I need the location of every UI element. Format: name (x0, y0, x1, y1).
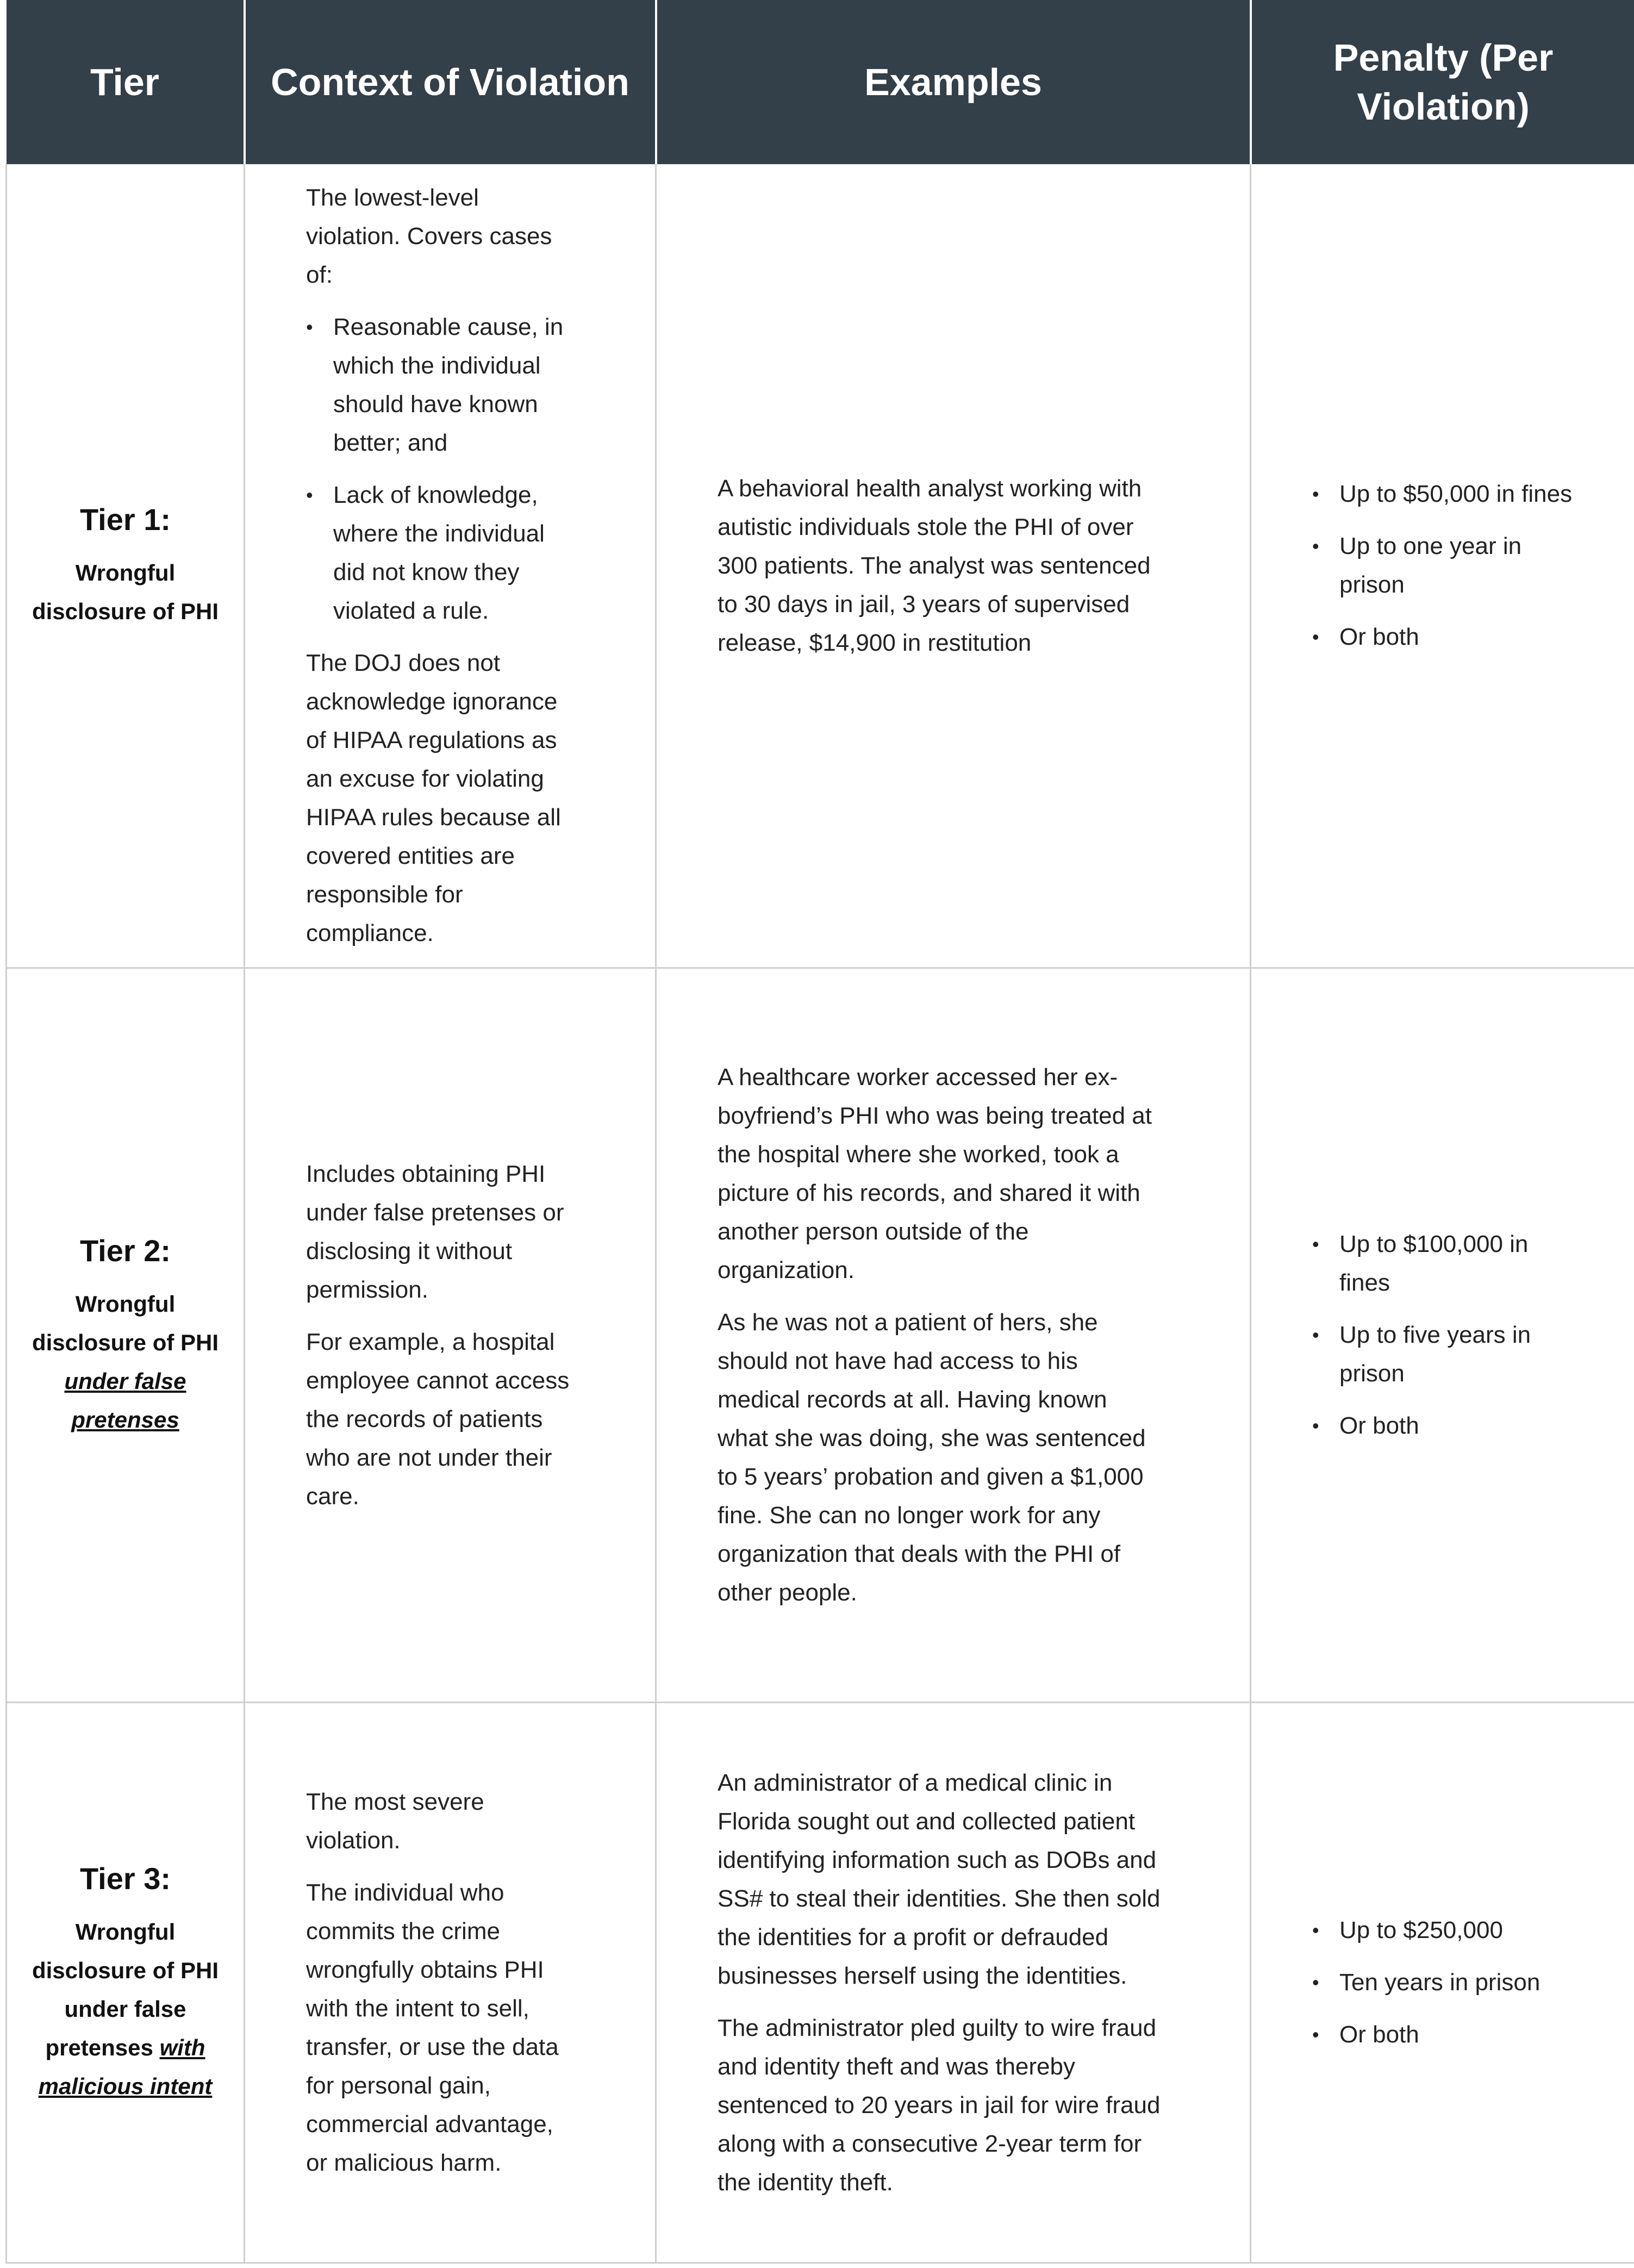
context-intro: The lowest-level violation. Covers cases of: (306, 184, 552, 289)
list-item: • Up to $50,000 in fines (1312, 475, 1581, 513)
context-cell (245, 968, 656, 1702)
tier-description: Wrongful disclosure of PHI under false pretenses with malicious intent (32, 1919, 219, 2099)
list-item: • Reasonable cause, in which the individual should have known better; and (306, 308, 573, 462)
penalty-list (1312, 475, 1581, 656)
bullet-icon: • (306, 316, 313, 339)
list-item: • Up to one year in prison (1312, 527, 1581, 604)
tier-cell (7, 1702, 245, 2263)
table-header-row (7, 0, 1634, 164)
tier-description: Wrongful disclosure of PHI under false pretenses (32, 1291, 219, 1432)
context-paragraph: For example, a hospital employee cannot access the records of patients who are not under their care. (306, 1328, 570, 1510)
bullet-icon: • (1312, 1233, 1319, 1255)
bullet-icon: • (1312, 1919, 1319, 1941)
tier-description: Wrongful disclosure of PHI (32, 560, 219, 625)
context-list (306, 308, 573, 630)
penalty-cell (1251, 164, 1634, 968)
example-paragraph: A behavioral health analyst working with autistic individuals stole the PHI of over 300 patients. The analyst was sentenced to 30 days in jail, 3 years of supervised release, $14,900 in restitution (718, 475, 1151, 656)
context-paragraph: The individual who commits the crime wrongfully obtains PHI with the intent to sell, transfer, or use the data for personal gain, commercial advantage, or malicious harm. (306, 1879, 559, 2176)
examples-cell (656, 968, 1251, 1702)
bullet-icon: • (1312, 2023, 1319, 2046)
table-row-tier-1 (7, 164, 1634, 968)
penalty-cell (1251, 968, 1634, 1702)
penalty-cell (1251, 1702, 1634, 2263)
tier-description-emphasis: under false pretenses (64, 1368, 186, 1432)
header-penalty: Penalty (Per Violation) (1251, 0, 1634, 164)
example-paragraph: A healthcare worker accessed her ex-boyfriend’s PHI who was being treated at the hospital where she worked, took a picture of his records, and shared it with another person outside of the organization. (718, 1064, 1152, 1283)
bullet-icon: • (1312, 626, 1319, 649)
bullet-icon: • (306, 484, 313, 507)
list-item: • Ten years in prison (1312, 1963, 1581, 2002)
context-paragraph: Includes obtaining PHI under false pretenses or disclosing it without permission. (306, 1160, 564, 1303)
bullet-icon: • (1312, 535, 1319, 558)
context-outro: The DOJ does not acknowledge ignorance of HIPAA regulations as an excuse for violating HIPAA rules because all covered entities are responsible for compliance. (306, 650, 561, 947)
header-tier: Tier (7, 0, 245, 164)
tier-name: Tier 3: (79, 1861, 171, 1896)
example-paragraph: The administrator pled guilty to wire fraud and identity theft and was thereby sentenced to 20 years in jail for wire fraud along with a consecutive 2-year term for the identity theft. (718, 2014, 1161, 2196)
tier-name: Tier 2: (79, 1233, 171, 1268)
example-paragraph: An administrator of a medical clinic in Florida sought out and collected patient identifying information such as DOBs and SS# to steal their identities. She then sold the identities for a profit or defrauded businesses herself using the identities. (718, 1769, 1161, 1989)
list-item: • Or both (1312, 2015, 1581, 2054)
header-context: Context of Violation (245, 0, 656, 164)
context-cell (245, 1702, 656, 2263)
header-examples: Examples (656, 0, 1251, 164)
tier-cell (7, 164, 245, 968)
table-row-tier-3 (7, 1702, 1634, 2263)
bullet-icon: • (1312, 1324, 1319, 1346)
tier-name: Tier 1: (79, 502, 171, 537)
list-item: • Lack of knowledge, where the individual did not know they violated a rule. (306, 476, 573, 630)
bullet-icon: • (1312, 483, 1319, 506)
list-item: • Up to five years in prison (1312, 1316, 1581, 1393)
context-paragraph: The most severe violation. (306, 1789, 484, 1854)
examples-cell (656, 164, 1251, 968)
penalty-list (1312, 1911, 1581, 2054)
bullet-icon: • (1312, 1415, 1319, 1437)
list-item: • Up to $100,000 in fines (1312, 1225, 1581, 1302)
table-row-tier-2 (7, 968, 1634, 1702)
hipaa-penalty-table (5, 0, 1634, 2264)
examples-cell (656, 1702, 1251, 2263)
list-item: • Or both (1312, 1406, 1581, 1445)
example-paragraph: As he was not a patient of hers, she should not have had access to his medical records at all. Having known what she was doing, she was sentenced to 5 years’ probation and given a $1,000 fine. She can no longer work for any organization that deals with the PHI of other people. (718, 1309, 1146, 1606)
list-item: • Or both (1312, 618, 1581, 656)
tier-description-emphasis: with malicious intent (38, 2035, 213, 2099)
tier-cell (7, 968, 245, 1702)
penalty-list (1312, 1225, 1581, 1445)
context-cell (245, 164, 656, 968)
bullet-icon: • (1312, 1971, 1319, 1993)
list-item: • Up to $250,000 (1312, 1911, 1581, 1949)
